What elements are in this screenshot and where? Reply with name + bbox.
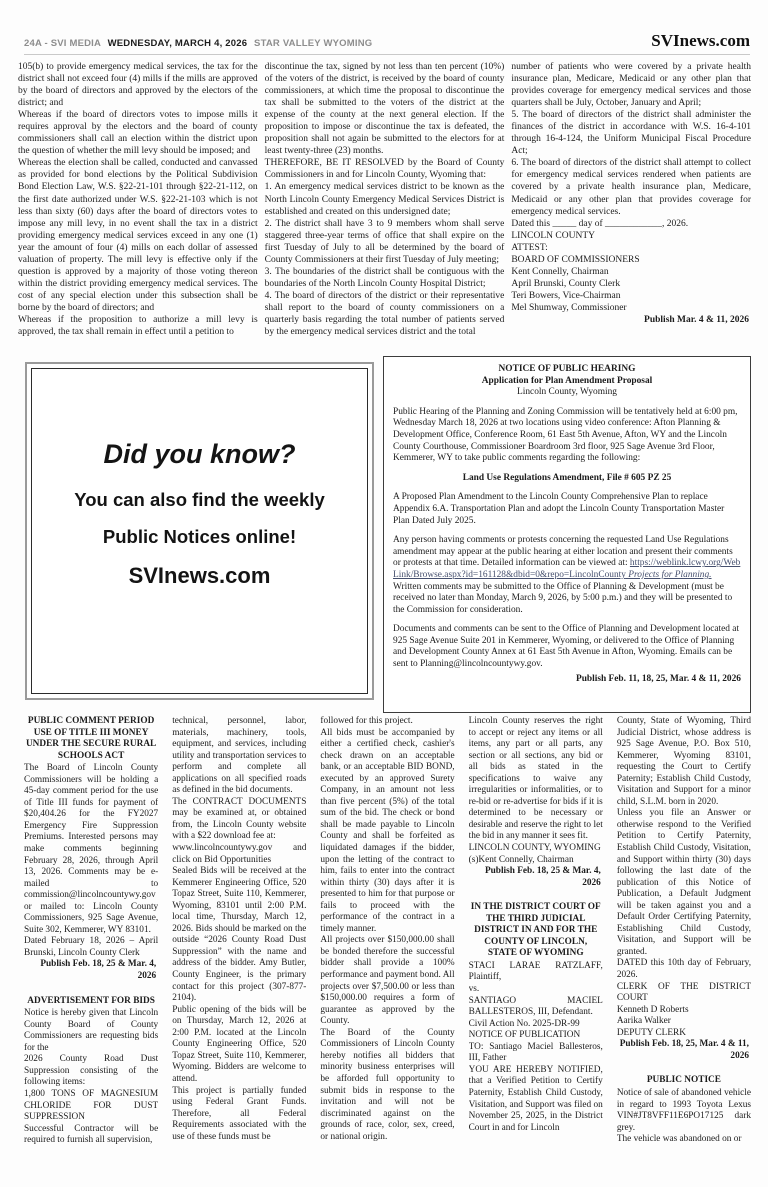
paragraph: The vehicle was abandoned on or [616,1134,742,1145]
notice-county: Lincoln County, Wyoming [517,387,617,398]
paragraph: Lincoln County reserves the right to accept or reject any items or all items, any part or all parts, any section or all sections, any bid or all bids as stated in the specifications to waive any irregularities or informalities, or to re-bid or re-advertise for bids if it is determined to be necessary or desirable and reserve the right to let the bid in any manner it sees fit. [468,716,603,842]
paragraph: DATED this 10th day of February, 2026. [616,958,751,981]
public-hearing-notice-box [383,356,751,713]
paragraph: Civil Action No. 2025-DR-99 [468,1018,580,1029]
paragraph: This project is partially funded using Federal Grant Funds. Therefore, all Federal Requirements associated with the use of these funds must be [172,1085,307,1142]
paragraph: TO: Santiago Maciel Ballesteros, III, Father [468,1041,603,1064]
paragraph: 6. The board of directors of the district shall attempt to collect for emergency medical services rendered when patients are covered by a private health insurance plan, Medicare, Medicaid or any other plan that provides coverage for emergency medical services. [511,158,751,217]
paragraph: Kenneth D Roberts [616,1004,689,1015]
ad-website: SVInews.com [128,563,271,588]
paragraph: The Board of the County Commissioners of Lincoln County hereby notifies all bidders that minority business enterprises will be afforded full opportunity to submit bids in response to the invitation and will not be discriminated against on the grounds of race, color, sex, creed, or national origin. [320,1027,455,1142]
ad-text-line-1: You can also find the weekly [74,489,325,510]
location-label: STAR VALLEY WYOMING [254,38,373,49]
paragraph: Public opening of the bids will be on Thursday, March 12, 2026 at 2:00 P.M. located at the Lincoln County Engineering Office, 520 Topaz Street, Suite 110, Kemmerer, Wyoming. Bidders are welcome to attend. [172,1004,307,1084]
notice-title: NOTICE OF PUBLIC HEARING [498,364,636,374]
notice-column-3 [320,716,454,1187]
notice-column-1 [24,716,158,1187]
paragraph: All projects over $150,000.00 shall be bonded therefore the successful bidder shall provide a 100% performance and payment bond. All projects over $7,500.00 or less than $150,000.00 requires a form of guarantee as approved by the County. [320,935,455,1027]
paragraph: Kent Connelly, Chairman [511,266,609,277]
paragraph: DEPUTY CLERK [616,1027,686,1038]
paragraph: Whereas the election shall be called, conducted and canvassed as provided for bond elections by the Political Subdivision Bond Election Law, W.S. §22-21-101 through §22-21-112, on the first date authorized under W.S. §22-21-103 which is not less than sixty (60) days after the board of directors votes to impose any mill levy, in no event shall the tax in a district providing emergency medical services exceed in any one (1) year the amount of four (4) mills on each dollar of assessed valuation of property. The mill levy is effective only if the question is approved by a majority of those voting thereon within the district providing emergency medical services. The cost of any special election under this subsection shall be borne by the board of directors; and [18,158,258,313]
notice-heading: PUBLIC NOTICE [646,1075,721,1086]
publish-line: Publish Feb. 18, 25, Mar. 4 & 11, 2026 [619,1039,750,1061]
ad-headline: Did you know? [103,439,296,469]
paragraph: 2. The district shall have 3 to 9 members whom shall serve staggered three-year terms of office that shall expire on the first Tuesday of July to all be determined by the board of County Commissioners at their first Tuesday of July meeting; [264,218,505,265]
website-masthead: SVInews.com [651,31,750,50]
paragraph: 105(b) to provide emergency medical services, the tax for the district shall not exceed four (4) mills if the mills are approved by the board of directors and approved by the electors of the district; and [18,62,258,109]
paragraph: Teri Bowers, Vice-Chairman [511,290,621,301]
paragraph: ATTEST: [511,242,548,253]
publish-line: Publish Feb. 18, 25 & Mar. 4, 2026 [484,866,601,888]
paragraph: 1. An emergency medical services district to be known as the North Lincoln County Emergency Medical Services District is established and created on this undersigned date; [264,182,505,217]
paragraph: STACI LARAE RATZLAFF, Plaintiff, [468,960,603,983]
header-divider [24,54,750,55]
paragraph: Notice of sale of abandoned vehicle in regard to 1993 Toyota Lexus VIN#JT8VFF11E6PO17125 dark grey. [616,1087,751,1133]
house-ad-inner-border [31,368,368,694]
paragraph: The CONTRACT DOCUMENTS may be examined at, or obtained from, the Lincoln County website with a $22 download fee at: [172,796,307,842]
paragraph: 2026 County Road Dust Suppression consisting of the following items: [24,1054,159,1088]
paragraph: Sealed Bids will be received at the Kemmerer Engineering Office, 520 Topaz Street, Suite 110, Kemmerer, Wyoming, 83101 until 2:00 P.M. local time, Thursday, March 12, 2026. Bids should be marked on the outside “2026 County Road Dust Suppression” with the name and address of the bidder. Amy Butler, County Engineer, is the primary contact for this project (307-877-2104). [172,866,307,1004]
paragraph: County, State of Wyoming, Third Judicial District, whose address is 925 Sage Avenue, P.O. Box 510, Kemmerer, Wyoming 83101, requesting the Court to Certify Paternity; Establish Child Custody, Visitation and Support for a minor child, S.L.M. born in 2020. [616,716,751,807]
notice-column-4 [469,716,603,1187]
paragraph: SANTIAGO MACIEL BALLESTEROS, III, Defendant. [468,995,603,1018]
paragraph: 4. The board of directors of the district or their representative shall report to the board of county commissioners on a quarterly basis regarding the total number of patients served by the emergency medical services district and the total [264,290,505,338]
publish-line: Publish Mar. 4 & 11, 2026 [644,314,750,325]
paragraph: BOARD OF COMMISSIONERS [511,254,640,265]
paragraph: discontinue the tax, signed by not less than ten percent (10%) of the voters of the district, is received by the board of county commissioners, at which time the proposal to discontinue the tax shall be submitted to the voters of the district at the expense of the county at the next general election. If the proposition to impose or discontinue the tax is defeated, the proposition shall not again be submitted to the electors for at least twenty-three (23) months. [264,62,505,157]
paragraph: Aarika Walker [616,1016,671,1027]
header-left [24,38,372,49]
notice-column-5 [617,716,751,1187]
notice-subtitle: Application for Plan Amendment Proposal [481,375,653,386]
paragraph: The Board of Lincoln County Commissioners will be holding a 45-day comment period for the use of Title III funds for payment of $20,404.26 for the FY2027 Emergency Fire Suppression Premiums. Interested persons may make comments beginning February 28, 2026, through April 13, 2026. Comments may be e-mailed to commission@lincolncountywy.gov or mailed to: Lincoln County Commissioners, 925 Sage Avenue, Suite 302, Kemmerer, WY 83101. [24,763,159,935]
paragraph: NOTICE OF PUBLICATION [468,1030,581,1041]
paragraph: 5. The board of directors of the district shall administer the finances of the district in accordance with W.S. 16-4-101 through 16-4-124, the Uniform Municipal Fiscal Procedure Act; [511,110,751,157]
page-number-label: 24A - SVI MEDIA [24,38,101,49]
notice-column-2 [172,716,306,1187]
paragraph-with-link [393,535,741,616]
paragraph: Dated February 18, 2026 – April Brunski, Lincoln County Clerk [24,936,159,958]
paragraph: THEREFORE, BE IT RESOLVED by the Board of County Commissioners in and for Lincoln County, Wyoming that: [264,158,505,181]
paragraph: A Proposed Plan Amendment to the Lincoln County Comprehensive Plan to replace Appendix 6.A. Transportation Plan and adopt the Lincoln County Transportation Master Plan Dated July 2025. [393,492,725,526]
file-number-heading: Land Use Regulations Amendment, File # 605 PZ 25 [462,472,672,483]
paragraph: Dated this _____ day of ____________, 2026. [511,218,689,229]
paragraph: Public Hearing of the Planning and Zoning Commission will be tentatively held at 6:00 pm, Wednesday March 18, 2026 at two locations using video conference: Afton Planning & Development Office, Conference Room, 61 East 5th Avenue, Afton, WY and the Lincoln County Courthouse, Commissioner Boardroom 3rd floor, 925 Sage Avenue 3rd Floor, Kemmerer, WY to take public comments regarding the following: [393,406,738,464]
weblink-url[interactable]: https://weblink.lcwy.org/WebLink/Browse.aspx?id=161128&dbid=0&repo=LincolnCounty [393,558,741,580]
paragraph-text: Any person having comments or protests concerning the requested Land Use Regulations amendment may appear at the public hearing at either location and present their comments or protests at that time. Detailed information can be viewed at: [393,535,733,569]
publish-line: Publish Feb. 11, 18, 25, Mar. 4 & 11, 2026 [575,673,741,684]
paragraph: YOU ARE HEREBY NOTIFIED, that a Verified Petition to Certify Paternity, Establish Child Custody, Visitation, and Support was filed on November 25, 2025, in the District Court in and for Lincoln [468,1064,603,1133]
public-notices-bottom-section [24,716,751,1187]
publish-line: Publish Feb. 18, 25 & Mar. 4, 2026 [40,959,157,982]
paragraph-text: Written comments may be submitted to the Office of Planning & Development (must be received no later than Monday, March 9, 2026, by 5:00 p.m.) and they will be presented to the Commission for consideration. [393,581,733,615]
legal-notice-top-section [18,61,751,353]
paragraph: vs. [468,984,480,995]
paragraph: technical, personnel, labor, materials, machinery, tools, equipment, and services, including utility and transportation services to perform and complete all applications on all specified roads as defined in the bid documents. [172,716,307,796]
house-ad-box [25,362,374,700]
paragraph: www.lincolncountywy.gov and click on Bid Opportunities [172,843,307,865]
paragraph: Successful Contractor will be required to furnish all supervision, [24,1123,159,1146]
notice-heading: ADVERTISEMENT FOR BIDS [27,995,155,1006]
notice-column-1 [18,61,258,353]
notice-column-3 [511,61,751,353]
paragraph: Documents and comments can be sent to the Office of Planning and Development located at 925 Sage Avenue Suite 201 in Kemmerer, Wyoming, or delivered to the Office of Planning and Development County Annex at 61 East 5th Avenue in Afton, Wyoming. Emails can be sent to Planning@lincolncountywy.gov. [393,624,740,670]
paragraph: 3. The boundaries of the district shall be contiguous with the boundaries of the North Lincoln County Hospital District; [264,266,505,289]
weblink-label[interactable]: Projects for Planning. [625,569,712,580]
paragraph: April Brunski, County Clerk [511,278,621,289]
notice-heading: IN THE DISTRICT COURT OF THE THIRD JUDICIAL DISTRICT IN AND FOR THE COUNTY OF LINCOLN, STATE OF WYOMING [470,902,601,959]
paragraph: Mel Shumway, Commissioner [511,302,627,313]
paragraph: All bids must be accompanied by either a certified check, cashier's check drawn on an acceptable bank, or an acceptable BID BOND, executed by an approved Surety Company, in an amount not less than five percent (5%) of the total sum of the bid. The check or bond shall be made payable to Lincoln County and shall be forfeited as liquidated damages if the bidder, upon the letting of the contract to him, fails to enter into the contract within thirty (30) days after it is presented to him for that purpose or fails to proceed with the performance of the contract in a timely manner. [320,727,455,934]
paragraph: (s)Kent Connelly, Chairman [468,854,574,865]
paragraph: Whereas if the proposition to authorize a mill levy is approved, the tax shall remain in effect until a petition to [18,314,258,338]
paragraph: 1,800 TONS OF MAGNESIUM CHLORIDE FOR DUST SUPPRESSION [24,1088,159,1123]
ad-text-line-2: Public Notices online! [102,526,297,547]
paragraph: Notice is hereby given that Lincoln County Board of County Commissioners are requesting bids for the [24,1008,159,1053]
paragraph: Unless you file an Answer or otherwise respond to the Verified Petition to Certify Paternity, Establish Child Custody, Visitation, and Support within thirty (30) days following the last date of the publication of this Notice of Publication, a Default Judgment will be taken against you and a Default Order Certifying Paternity, Establishing Child Custody, Visitation, and Support will be granted. [616,808,751,957]
paragraph: LINCOLN COUNTY [511,230,595,241]
issue-date: WEDNESDAY, MARCH 4, 2026 [107,38,248,49]
paragraph: CLERK OF THE DISTRICT COURT [616,981,751,1004]
page-header [24,31,750,51]
paragraph: followed for this project. [320,716,413,726]
paragraph: Whereas if the board of directors votes to impose mills it requires approval by the electors and the board of county commissioners shall call an election within the district upon the question of whether the mill levy should be imposed; and [18,110,258,157]
paragraph: LINCOLN COUNTY, WYOMING [468,843,601,854]
notice-column-2 [265,61,505,353]
paragraph: number of patients who were covered by a private health insurance plan, Medicare, Medicaid or any other plan that provides coverage for emergency medical services and those quarters shall be July, October, January and April; [511,62,751,109]
notice-heading: PUBLIC COMMENT PERIOD USE OF TITLE III MONEY UNDER THE SECURE RURAL SCHOOLS ACT [25,716,157,761]
